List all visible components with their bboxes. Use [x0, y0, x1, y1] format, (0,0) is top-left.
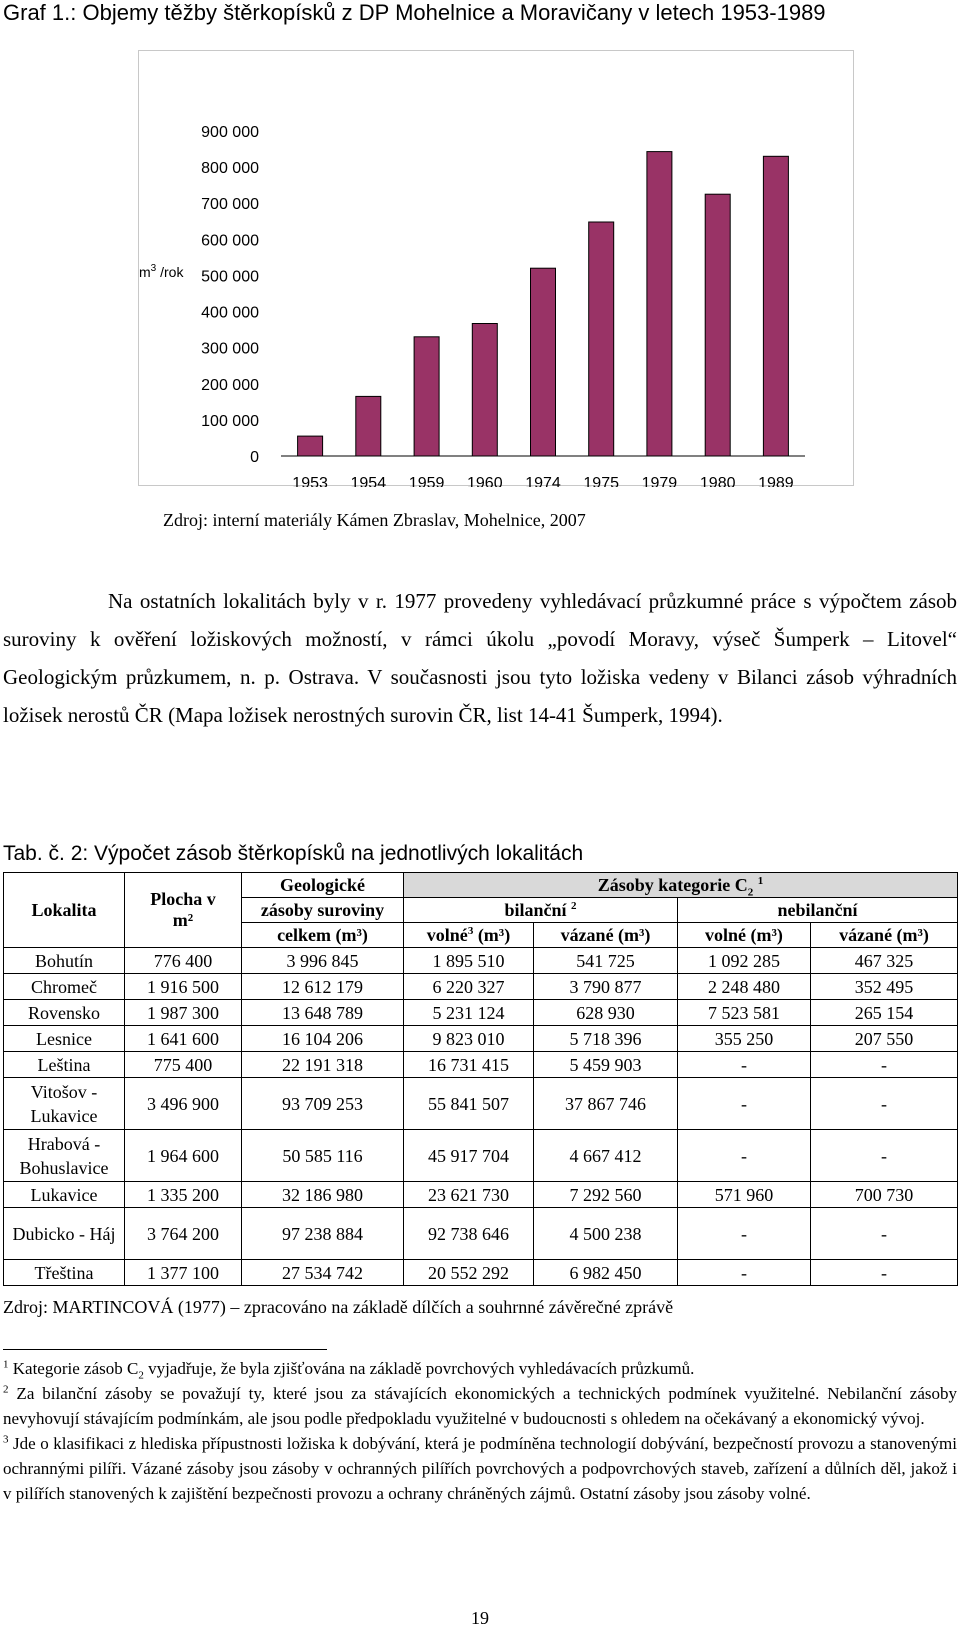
table-row: [4, 974, 958, 1000]
x-tick-label: 1989: [758, 475, 794, 487]
chart-source: Zdroj: interní materiály Kámen Zbraslav, Mohelnice, 2007: [163, 510, 586, 530]
table-row: [4, 1000, 958, 1026]
header-lokalita: Lokalita: [4, 873, 125, 948]
graph-title: Graf 1.: Objemy těžby štěrkopísků z DP Mohelnice a Moravičany v letech 1953-1989: [3, 0, 826, 25]
table-cell: -: [678, 1130, 811, 1182]
table-row: [4, 1130, 958, 1182]
y-tick-label: 0: [250, 449, 259, 466]
table-cell: 2 248 480: [678, 974, 811, 1000]
header-volne-label: volné: [426, 924, 468, 945]
header-vazane-bilancni: vázané (m³): [534, 923, 678, 948]
table-cell: 4 667 412: [534, 1130, 678, 1182]
header-nebilancni: nebilanční: [678, 898, 958, 923]
table-cell: 7 292 560: [534, 1182, 678, 1208]
header-plocha: [125, 873, 242, 948]
y-axis-label: [139, 263, 184, 280]
table-source: Zdroj: MARTINCOVÁ (1977) – zpracováno na základě dílčích a souhrnné závěrečné zprávě: [3, 1297, 674, 1317]
table-cell: 93 709 253: [242, 1078, 404, 1130]
x-tick-label: 1974: [525, 475, 561, 487]
table-row: [4, 1182, 958, 1208]
cell-lokalita: Lukavice: [4, 1182, 125, 1208]
header-zasoby-sub: 2: [747, 886, 754, 898]
table-cell: 5 231 124: [404, 1000, 534, 1026]
cell-lokalita: Vitošov - Lukavice: [4, 1078, 125, 1130]
x-tick-label: 1954: [350, 475, 387, 487]
table-cell: 265 154: [811, 1000, 958, 1026]
page-number: 19: [471, 1608, 489, 1628]
header-plocha-unit: m²: [172, 910, 194, 930]
footnote-3-mark: 3: [3, 1433, 9, 1446]
table-cell: 3 496 900: [125, 1078, 242, 1130]
y-tick-label: 500 000: [201, 268, 259, 286]
table-cell: -: [678, 1260, 811, 1286]
bar-1989: [763, 156, 788, 456]
y-axis-label-rest: /rok: [156, 264, 184, 280]
table-cell: -: [678, 1052, 811, 1078]
y-axis-label-base: m: [139, 264, 151, 280]
body-paragraph: [3, 582, 957, 734]
table-cell: 50 585 116: [242, 1130, 404, 1182]
table-title: Tab. č. 2: Výpočet zásob štěrkopísků na jednotlivých lokalitách: [3, 842, 584, 865]
footnote-3: [3, 1431, 957, 1506]
table-cell: 776 400: [125, 948, 242, 974]
table-cell: 1 377 100: [125, 1260, 242, 1286]
table-body: [4, 948, 958, 1286]
y-tick-label: 400 000: [201, 304, 259, 322]
table-cell: -: [811, 1208, 958, 1260]
header-vazane-nebilancni: vázané (m³): [811, 923, 958, 948]
header-bilancni-label: bilanční: [504, 899, 567, 920]
header-zasoby-label: Zásoby kategorie C: [597, 874, 748, 895]
header-plocha-label: Plocha v: [150, 889, 216, 909]
footnote-1-text-b: vyjadřuje, že byla zjišťována na základě povrchových vyhledávacích průzkumů.: [143, 1359, 695, 1378]
header-zasoby: [404, 873, 958, 898]
table-cell: 45 917 704: [404, 1130, 534, 1182]
footnote-1-text-a: Kategorie zásob C: [12, 1359, 139, 1378]
table-cell: 207 550: [811, 1026, 958, 1052]
table-cell: 55 841 507: [404, 1078, 534, 1130]
table-row: [4, 948, 958, 974]
reserves-table: [3, 872, 958, 1286]
table-cell: 16 104 206: [242, 1026, 404, 1052]
table-cell: 97 238 884: [242, 1208, 404, 1260]
table-cell: 3 790 877: [534, 974, 678, 1000]
bar-1959: [414, 337, 439, 456]
cell-lokalita: Dubicko - Háj: [4, 1208, 125, 1260]
y-tick-label: 700 000: [201, 196, 259, 214]
footnote-3-text: Jde o klasifikaci z hlediska přípustnosti ložiska k dobývání, která je podmíněna technologií dobývání, bezpečností provozu a stanovenými ochrannými pilíři. Vázané zásoby jsou zásoby v ochranných pilířích povrchových a podpovrchových staveb, zařízení a důlních děl, jakož i v pilířích stanovených k zajištění bezpečnosti provozu a ochrany chráněných zájmů. Ostatní zásoby jsou zásoby volné.: [3, 1434, 957, 1503]
cell-lokalita: Bohutín: [4, 948, 125, 974]
header-volne-nebilancni: volné (m³): [678, 923, 811, 948]
footnote-1: [3, 1356, 957, 1381]
table-cell: 467 325: [811, 948, 958, 974]
table-cell: 23 621 730: [404, 1182, 534, 1208]
table-cell: 92 738 646: [404, 1208, 534, 1260]
header-volne-unit: (m³): [477, 924, 511, 945]
x-tick-label: 1979: [641, 475, 678, 487]
x-tick-label: 1980: [699, 475, 736, 487]
paragraph-text: Na ostatních lokalitách byly v r. 1977 provedeny vyhledávací průzkumné práce s výpočtem zásob suroviny k ověření ložiskových možností, v rámci úkolu „povodí Moravy, výseč Šumperk – Litovel“ Geologickým průzkumem, n. p. Ostrava. V současnosti jsou tyto ložiska vedeny v Bilanci zásob výhradních ložisek nerostů ČR (Mapa ložisek nerostných surovin ČR, list 14-41 Šumperk, 1994).: [3, 589, 957, 727]
table-cell: 1 916 500: [125, 974, 242, 1000]
table-cell: -: [811, 1260, 958, 1286]
table-cell: 20 552 292: [404, 1260, 534, 1286]
table-cell: 22 191 318: [242, 1052, 404, 1078]
table-cell: 1 964 600: [125, 1130, 242, 1182]
y-tick-label: 300 000: [201, 340, 259, 358]
header-zasoby-sup: 1: [757, 874, 764, 887]
bar-1953: [298, 436, 323, 456]
table-cell: 1 092 285: [678, 948, 811, 974]
table-cell: 5 459 903: [534, 1052, 678, 1078]
table-cell: 32 186 980: [242, 1182, 404, 1208]
bar-chart: [139, 51, 855, 487]
table-cell: -: [678, 1208, 811, 1260]
header-volne-bilancni: [404, 923, 534, 948]
table-cell: 541 725: [534, 948, 678, 974]
table-cell: 775 400: [125, 1052, 242, 1078]
table-cell: 3 764 200: [125, 1208, 242, 1260]
y-axis-label-sup: 3: [150, 263, 157, 274]
table-cell: 571 960: [678, 1182, 811, 1208]
table-row: [4, 1052, 958, 1078]
table-cell: 9 823 010: [404, 1026, 534, 1052]
table-cell: 700 730: [811, 1182, 958, 1208]
header-volne-sup: 3: [467, 924, 474, 937]
chart-frame: [138, 50, 854, 486]
footnote-separator: [3, 1349, 327, 1350]
bar-1980: [705, 194, 730, 456]
table-cell: 1 895 510: [404, 948, 534, 974]
bar-1974: [531, 268, 556, 456]
table-cell: 4 500 238: [534, 1208, 678, 1260]
table-cell: 352 495: [811, 974, 958, 1000]
x-tick-label: 1953: [292, 475, 328, 487]
table-cell: 37 867 746: [534, 1078, 678, 1130]
header-bilancni: [404, 898, 678, 923]
table-cell: 6 220 327: [404, 974, 534, 1000]
cell-lokalita: Leština: [4, 1052, 125, 1078]
x-tick-label: 1959: [408, 475, 445, 487]
cell-lokalita: Chromeč: [4, 974, 125, 1000]
table-cell: 12 612 179: [242, 974, 404, 1000]
table-cell: 1 335 200: [125, 1182, 242, 1208]
bar-1954: [356, 396, 381, 456]
y-tick-label: 800 000: [201, 160, 259, 178]
table-cell: 628 930: [534, 1000, 678, 1026]
table-cell: 27 534 742: [242, 1260, 404, 1286]
table-cell: -: [811, 1130, 958, 1182]
table-cell: 5 718 396: [534, 1026, 678, 1052]
y-tick-label: 200 000: [201, 376, 259, 394]
header-geologicke-3: celkem (m³): [242, 923, 404, 948]
footnote-2: [3, 1381, 957, 1431]
table-cell: 6 982 450: [534, 1260, 678, 1286]
cell-lokalita: Lesnice: [4, 1026, 125, 1052]
y-tick-label: 100 000: [201, 412, 259, 430]
x-tick-label: 1960: [467, 475, 503, 487]
footnote-1-mark: 1: [3, 1358, 9, 1371]
header-geologicke-1: Geologické: [242, 873, 404, 898]
footnotes: [3, 1356, 957, 1506]
cell-lokalita: Hrabová - Bohuslavice: [4, 1130, 125, 1182]
table-cell: 7 523 581: [678, 1000, 811, 1026]
table-row: [4, 1026, 958, 1052]
table-row: [4, 1078, 958, 1130]
table-cell: 355 250: [678, 1026, 811, 1052]
x-tick-label: 1975: [583, 475, 619, 487]
table-cell: -: [678, 1078, 811, 1130]
table-cell: 3 996 845: [242, 948, 404, 974]
footnote-1-sub: 2: [138, 1369, 144, 1382]
table-cell: 13 648 789: [242, 1000, 404, 1026]
header-geologicke-2: zásoby suroviny: [242, 898, 404, 923]
table-row: [4, 1260, 958, 1286]
table-row: [4, 1208, 958, 1260]
table-cell: 16 731 415: [404, 1052, 534, 1078]
table-cell: 1 641 600: [125, 1026, 242, 1052]
table-cell: 1 987 300: [125, 1000, 242, 1026]
cell-lokalita: Třeština: [4, 1260, 125, 1286]
table-cell: -: [811, 1052, 958, 1078]
cell-lokalita: Rovensko: [4, 1000, 125, 1026]
bar-1975: [589, 222, 614, 456]
header-bilancni-sup: 2: [571, 899, 577, 912]
y-tick-label: 600 000: [201, 232, 259, 250]
y-tick-label: 900 000: [201, 124, 259, 141]
bar-1979: [647, 152, 672, 456]
bar-1960: [472, 324, 497, 457]
footnote-2-text: Za bilanční zásoby se považují ty, které jsou za stávajících ekonomických a technických podmínek využitelné. Nebilanční zásoby nevyhovují stávajícím podmínkám, ale jsou podle předpokladu využitelné v budoucnosti s ohledem na očekávaný a ekonomický vývoj.: [3, 1384, 957, 1428]
footnote-2-mark: 2: [3, 1383, 9, 1396]
table-cell: -: [811, 1078, 958, 1130]
